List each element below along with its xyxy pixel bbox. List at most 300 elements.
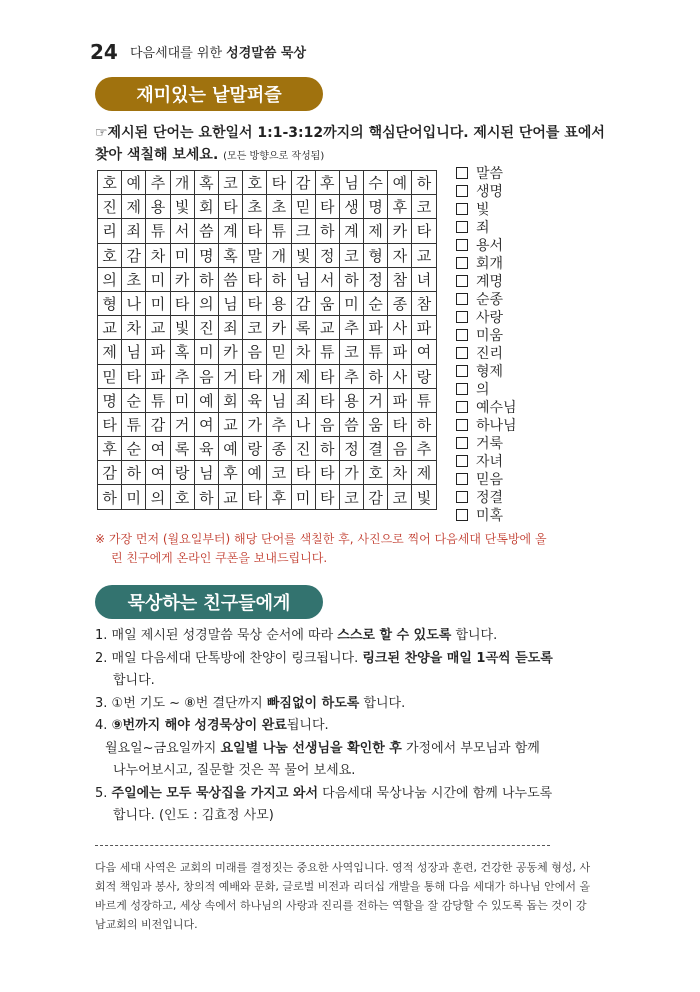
meditation-instructions <box>95 625 615 828</box>
grid-cell[interactable]: 크 <box>291 219 315 243</box>
grid-cell[interactable]: 개 <box>267 243 291 267</box>
section-title-meditation: 묵상하는 친구들에게 <box>95 585 323 619</box>
grid-cell[interactable]: 님 <box>194 461 218 485</box>
grid-cell[interactable]: 거 <box>170 412 194 436</box>
grid-cell[interactable]: 여 <box>194 412 218 436</box>
grid-cell[interactable]: 카 <box>218 340 242 364</box>
grid-cell[interactable]: 서 <box>315 267 339 291</box>
grid-cell[interactable]: 음 <box>388 437 412 461</box>
page-number: 24 <box>90 40 118 64</box>
word-list-item <box>456 254 576 272</box>
grid-row <box>98 412 437 436</box>
word-label: 자녀 <box>476 454 504 470</box>
word-label: 미혹 <box>476 508 504 524</box>
grid-cell[interactable]: 결 <box>364 437 388 461</box>
word-label: 미움 <box>476 328 504 344</box>
word-list-item <box>456 344 576 362</box>
word-label: 의 <box>476 382 490 398</box>
grid-cell[interactable]: 빛 <box>170 316 194 340</box>
grid-cell[interactable]: 님 <box>267 388 291 412</box>
grid-cell[interactable]: 랑 <box>412 364 436 388</box>
grid-cell[interactable]: 진 <box>98 195 122 219</box>
grid-cell[interactable]: 미 <box>291 485 315 509</box>
grid-cell[interactable]: 하 <box>364 364 388 388</box>
word-list-item <box>456 164 576 182</box>
grid-cell[interactable]: 진 <box>291 437 315 461</box>
grid-cell[interactable]: 후 <box>315 171 339 195</box>
grid-cell[interactable]: 교 <box>315 316 339 340</box>
grid-cell[interactable]: 믿 <box>267 340 291 364</box>
checkbox-icon[interactable] <box>456 455 468 467</box>
word-list-item <box>456 272 576 290</box>
grid-cell[interactable]: 타 <box>267 171 291 195</box>
grid-cell[interactable]: 종 <box>267 437 291 461</box>
checkbox-icon[interactable] <box>456 203 468 215</box>
grid-cell[interactable]: 튜 <box>412 388 436 412</box>
grid-cell[interactable]: 차 <box>146 243 170 267</box>
grid-cell[interactable]: 타 <box>243 267 267 291</box>
grid-cell[interactable]: 추 <box>146 171 170 195</box>
grid-cell[interactable]: 튜 <box>315 340 339 364</box>
grid-cell[interactable]: 회 <box>194 195 218 219</box>
checkbox-icon[interactable] <box>456 329 468 341</box>
word-list-item <box>456 488 576 506</box>
grid-cell[interactable]: 후 <box>218 461 242 485</box>
notice-line-1: ※ 가장 먼저 (월요일부터) 해당 단어를 색칠한 후, 사진으로 찍어 다음세대 단톡방에 올 <box>95 532 547 546</box>
grid-cell[interactable]: 호 <box>98 243 122 267</box>
grid-cell[interactable]: 튜 <box>364 340 388 364</box>
grid-cell[interactable]: 추 <box>170 364 194 388</box>
word-label: 거룩 <box>476 436 504 452</box>
instruction-4-detail <box>95 738 615 761</box>
word-label: 빛 <box>476 202 490 218</box>
grid-cell[interactable]: 미 <box>194 340 218 364</box>
grid-cell[interactable]: 타 <box>315 195 339 219</box>
grid-cell[interactable]: 차 <box>122 316 146 340</box>
grid-cell[interactable]: 하 <box>267 267 291 291</box>
grid-cell[interactable]: 제 <box>291 364 315 388</box>
instruction-2 <box>95 648 615 671</box>
grid-cell[interactable]: 참 <box>388 267 412 291</box>
grid-cell[interactable]: 감 <box>291 171 315 195</box>
word-label: 정결 <box>476 490 504 506</box>
grid-cell[interactable]: 리 <box>98 219 122 243</box>
grid-cell[interactable]: 타 <box>412 219 436 243</box>
grid-cell[interactable]: 파 <box>146 340 170 364</box>
grid-cell[interactable]: 빛 <box>291 243 315 267</box>
grid-cell[interactable]: 의 <box>98 267 122 291</box>
grid-cell[interactable]: 코 <box>339 243 363 267</box>
grid-cell[interactable]: 순 <box>364 291 388 315</box>
grid-cell[interactable]: 카 <box>388 219 412 243</box>
checkbox-icon[interactable] <box>456 293 468 305</box>
grid-cell[interactable]: 예 <box>218 437 242 461</box>
grid-cell[interactable]: 음 <box>315 412 339 436</box>
word-list-item <box>456 434 576 452</box>
instruction-4-detail-a: 월요일~금요일까지 <box>105 740 221 756</box>
word-label: 생명 <box>476 184 504 200</box>
grid-cell[interactable]: 음 <box>243 340 267 364</box>
checkbox-icon[interactable] <box>456 437 468 449</box>
grid-cell[interactable]: 타 <box>98 412 122 436</box>
word-label: 계명 <box>476 274 504 290</box>
grid-cell[interactable]: 예 <box>388 171 412 195</box>
section-title-puzzle: 재미있는 낱말퍼즐 <box>95 77 323 111</box>
grid-cell[interactable]: 초 <box>267 195 291 219</box>
grid-cell[interactable]: 튜 <box>267 219 291 243</box>
grid-cell[interactable]: 제 <box>98 340 122 364</box>
grid-cell[interactable]: 후 <box>388 195 412 219</box>
grid-cell[interactable]: 감 <box>364 485 388 509</box>
checkbox-icon[interactable] <box>456 275 468 287</box>
grid-cell[interactable]: 빛 <box>170 195 194 219</box>
grid-cell[interactable]: 나 <box>122 291 146 315</box>
grid-cell[interactable]: 파 <box>388 388 412 412</box>
checkbox-icon[interactable] <box>456 509 468 521</box>
grid-row <box>98 171 437 195</box>
grid-row <box>98 340 437 364</box>
grid-cell[interactable]: 용 <box>267 291 291 315</box>
grid-cell[interactable]: 죄 <box>122 219 146 243</box>
instruction-4-detail-cont: 나누어보시고, 질문할 것은 꼭 물어 보세요. <box>113 763 356 778</box>
grid-cell[interactable]: 타 <box>243 291 267 315</box>
instruction-4-detail-bold: 요일별 나눔 선생님을 확인한 후 <box>220 740 402 756</box>
grid-cell[interactable]: 용 <box>339 388 363 412</box>
grid-cell[interactable]: 타 <box>291 461 315 485</box>
grid-cell[interactable]: 초 <box>122 267 146 291</box>
grid-cell[interactable]: 호 <box>98 171 122 195</box>
grid-cell[interactable]: 튜 <box>146 219 170 243</box>
instruction-1-end: 합니다. <box>451 628 498 643</box>
grid-cell[interactable]: 미 <box>170 243 194 267</box>
grid-cell[interactable]: 파 <box>388 340 412 364</box>
word-label: 믿음 <box>476 472 504 488</box>
grid-cell[interactable]: 나 <box>291 412 315 436</box>
grid-cell[interactable]: 교 <box>146 316 170 340</box>
grid-cell[interactable]: 록 <box>170 437 194 461</box>
grid-cell[interactable]: 회 <box>218 388 242 412</box>
grid-cell[interactable]: 튜 <box>146 388 170 412</box>
grid-cell[interactable]: 타 <box>243 364 267 388</box>
grid-cell[interactable]: 타 <box>122 364 146 388</box>
instruction-1-text: 1. 매일 제시된 성경말씀 묵상 순서에 따라 <box>95 628 338 643</box>
grid-cell[interactable]: 카 <box>267 316 291 340</box>
grid-cell[interactable]: 거 <box>364 388 388 412</box>
grid-cell[interactable]: 미 <box>170 388 194 412</box>
grid-cell[interactable]: 추 <box>412 437 436 461</box>
grid-cell[interactable]: 님 <box>291 267 315 291</box>
word-label: 사랑 <box>476 310 504 326</box>
grid-cell[interactable]: 코 <box>388 485 412 509</box>
grid-cell[interactable]: 하 <box>315 219 339 243</box>
grid-cell[interactable]: 말 <box>243 243 267 267</box>
grid-cell[interactable]: 혹 <box>194 171 218 195</box>
grid-cell[interactable]: 명 <box>98 388 122 412</box>
grid-row <box>98 195 437 219</box>
grid-cell[interactable]: 형 <box>364 243 388 267</box>
grid-cell[interactable]: 씀 <box>339 412 363 436</box>
grid-cell[interactable]: 타 <box>243 219 267 243</box>
grid-cell[interactable]: 하 <box>98 485 122 509</box>
grid-cell[interactable]: 타 <box>315 388 339 412</box>
checkbox-icon[interactable] <box>456 473 468 485</box>
grid-cell[interactable]: 타 <box>315 461 339 485</box>
grid-cell[interactable]: 교 <box>412 243 436 267</box>
grid-cell[interactable]: 미 <box>339 291 363 315</box>
grid-cell[interactable]: 추 <box>339 316 363 340</box>
instruction-3 <box>95 693 615 716</box>
grid-cell[interactable]: 교 <box>218 412 242 436</box>
grid-cell[interactable]: 여 <box>412 340 436 364</box>
instruction-2-cont: 합니다. <box>113 673 155 688</box>
instruction-4-detail-b: 가정에서 부모님과 함께 <box>401 740 540 756</box>
grid-cell[interactable]: 랑 <box>243 437 267 461</box>
grid-cell[interactable]: 믿 <box>291 195 315 219</box>
grid-row <box>98 461 437 485</box>
grid-cell[interactable]: 호 <box>364 461 388 485</box>
grid-cell[interactable]: 계 <box>339 219 363 243</box>
grid-cell[interactable]: 음 <box>194 364 218 388</box>
grid-cell[interactable]: 죄 <box>291 388 315 412</box>
word-list-item <box>456 182 576 200</box>
grid-cell[interactable]: 의 <box>146 485 170 509</box>
grid-cell[interactable]: 코 <box>339 485 363 509</box>
instruction-5 <box>95 783 615 806</box>
grid-cell[interactable]: 움 <box>315 291 339 315</box>
grid-cell[interactable]: 튜 <box>122 412 146 436</box>
grid-cell[interactable]: 차 <box>388 461 412 485</box>
grid-cell[interactable]: 명 <box>364 195 388 219</box>
grid-cell[interactable]: 혹 <box>170 340 194 364</box>
word-list-item <box>456 416 576 434</box>
grid-cell[interactable]: 움 <box>364 412 388 436</box>
grid-cell[interactable]: 육 <box>194 437 218 461</box>
grid-cell[interactable]: 타 <box>315 485 339 509</box>
grid-cell[interactable]: 감 <box>146 412 170 436</box>
grid-cell[interactable]: 하 <box>412 412 436 436</box>
grid-cell[interactable]: 개 <box>267 364 291 388</box>
grid-cell[interactable]: 정 <box>339 437 363 461</box>
grid-cell[interactable]: 예 <box>194 388 218 412</box>
grid-row <box>98 291 437 315</box>
grid-cell[interactable]: 명 <box>194 243 218 267</box>
word-label: 진리 <box>476 346 504 362</box>
grid-cell[interactable]: 미 <box>122 485 146 509</box>
puzzle-intro-text: ☞제시된 단어는 요한일서 1:1-3:12까지의 핵심단어입니다. 제시된 단어를 표에서 찾아 색칠해 보세요. <box>95 125 605 163</box>
word-list-item <box>456 326 576 344</box>
page-header <box>90 40 306 64</box>
grid-cell[interactable]: 미 <box>146 291 170 315</box>
word-label: 회개 <box>476 256 504 272</box>
instruction-1 <box>95 625 615 648</box>
grid-row <box>98 267 437 291</box>
grid-cell[interactable]: 죄 <box>218 316 242 340</box>
grid-cell[interactable]: 수 <box>364 171 388 195</box>
grid-cell[interactable]: 추 <box>339 364 363 388</box>
grid-cell[interactable]: 하 <box>194 267 218 291</box>
grid-cell[interactable]: 코 <box>339 340 363 364</box>
word-label: 형제 <box>476 364 504 380</box>
word-label: 죄 <box>476 220 490 236</box>
grid-cell[interactable]: 가 <box>339 461 363 485</box>
instruction-4-bold: ⑨번까지 해야 성경묵상이 완료 <box>111 718 287 733</box>
grid-cell[interactable]: 제 <box>122 195 146 219</box>
instruction-3-text: 3. ①번 기도 ~ ⑧번 결단까지 <box>95 695 267 711</box>
instruction-5-bold: 주일에는 모두 묵상집을 가지고 와서 <box>111 785 319 801</box>
grid-cell[interactable]: 하 <box>412 171 436 195</box>
grid-cell[interactable]: 후 <box>267 485 291 509</box>
grid-cell[interactable]: 종 <box>388 291 412 315</box>
header-prefix: 다음세대를 위한 <box>129 46 223 61</box>
checkbox-icon[interactable] <box>456 401 468 413</box>
grid-row <box>98 485 437 509</box>
grid-cell[interactable]: 씀 <box>218 267 242 291</box>
grid-cell[interactable]: 하 <box>122 461 146 485</box>
grid-cell[interactable]: 후 <box>98 437 122 461</box>
grid-cell[interactable]: 차 <box>291 340 315 364</box>
checkbox-icon[interactable] <box>456 257 468 269</box>
grid-cell[interactable]: 타 <box>170 291 194 315</box>
word-list-item <box>456 308 576 326</box>
grid-cell[interactable]: 여 <box>146 437 170 461</box>
checkbox-icon[interactable] <box>456 185 468 197</box>
notice-line-2: 린 친구에게 온라인 쿠폰을 보내드립니다. <box>111 551 328 565</box>
grid-cell[interactable]: 서 <box>170 219 194 243</box>
checkbox-icon[interactable] <box>456 239 468 251</box>
word-label: 하나님 <box>476 418 517 434</box>
grid-cell[interactable]: 용 <box>146 195 170 219</box>
grid-cell[interactable]: 믿 <box>98 364 122 388</box>
grid-cell[interactable]: 육 <box>243 388 267 412</box>
grid-cell[interactable]: 코 <box>243 316 267 340</box>
grid-cell[interactable]: 파 <box>364 316 388 340</box>
grid-row <box>98 437 437 461</box>
checkbox-icon[interactable] <box>456 383 468 395</box>
word-list-item <box>456 452 576 470</box>
grid-cell[interactable]: 교 <box>218 485 242 509</box>
grid-cell[interactable]: 님 <box>218 291 242 315</box>
instruction-3-end: 합니다. <box>359 695 406 711</box>
grid-cell[interactable]: 가 <box>243 412 267 436</box>
grid-cell[interactable]: 형 <box>98 291 122 315</box>
grid-cell[interactable]: 순 <box>122 388 146 412</box>
grid-cell[interactable]: 미 <box>146 267 170 291</box>
grid-cell[interactable]: 의 <box>194 291 218 315</box>
grid-row <box>98 388 437 412</box>
word-list-item <box>456 470 576 488</box>
checkbox-icon[interactable] <box>456 365 468 377</box>
instruction-4-end: 됩니다. <box>286 718 329 733</box>
grid-cell[interactable]: 예 <box>122 171 146 195</box>
checkbox-icon[interactable] <box>456 221 468 233</box>
grid-cell[interactable]: 님 <box>339 171 363 195</box>
grid-cell[interactable]: 감 <box>98 461 122 485</box>
word-label: 용서 <box>476 238 504 254</box>
grid-cell[interactable]: 예 <box>243 461 267 485</box>
grid-row <box>98 316 437 340</box>
grid-cell[interactable]: 하 <box>315 437 339 461</box>
grid-cell[interactable]: 교 <box>98 316 122 340</box>
grid-cell[interactable]: 계 <box>218 219 242 243</box>
grid-cell[interactable]: 타 <box>218 195 242 219</box>
grid-cell[interactable]: 감 <box>122 243 146 267</box>
grid-cell[interactable]: 감 <box>291 291 315 315</box>
grid-cell[interactable]: 여 <box>146 461 170 485</box>
grid-cell[interactable]: 록 <box>291 316 315 340</box>
grid-cell[interactable]: 녀 <box>412 267 436 291</box>
grid-cell[interactable]: 랑 <box>170 461 194 485</box>
grid-cell[interactable]: 자 <box>388 243 412 267</box>
word-list-item <box>456 200 576 218</box>
grid-cell[interactable]: 초 <box>243 195 267 219</box>
grid-cell[interactable]: 순 <box>122 437 146 461</box>
grid-cell[interactable]: 타 <box>243 485 267 509</box>
header-title: 성경말씀 묵상 <box>226 46 307 61</box>
word-label: 예수님 <box>476 400 517 416</box>
checkbox-icon[interactable] <box>456 347 468 359</box>
grid-cell[interactable]: 카 <box>170 267 194 291</box>
grid-cell[interactable]: 빛 <box>412 485 436 509</box>
checkbox-icon[interactable] <box>456 491 468 503</box>
word-list-item <box>456 506 576 524</box>
word-list-item <box>456 380 576 398</box>
puzzle-intro-note: (모든 방향으로 작성됨) <box>223 151 325 162</box>
checkbox-icon[interactable] <box>456 167 468 179</box>
grid-cell[interactable]: 사 <box>388 364 412 388</box>
grid-cell[interactable]: 타 <box>315 364 339 388</box>
grid-cell[interactable]: 씀 <box>194 219 218 243</box>
grid-cell[interactable]: 참 <box>412 291 436 315</box>
checkbox-icon[interactable] <box>456 311 468 323</box>
word-list-item <box>456 398 576 416</box>
grid-cell[interactable]: 타 <box>388 412 412 436</box>
vision-statement: 다음 세대 사역은 교회의 미래를 결정짓는 중요한 사역입니다. 영적 성장과 훈련, 건강한 공동체 형성, 사회적 책임과 봉사, 창의적 예배와 문화, 글로벌 비전과 리더십 개발을 통해 다음 세대가 하나님 안에서 올바르게 성장하고, 세상 속에서 하나님의 사랑과 진리를 전하는 역할을 잘 감당할 수 있도록 돕는 것이 강남교회의 비전입니다. <box>95 861 591 931</box>
grid-cell[interactable]: 코 <box>412 195 436 219</box>
grid-cell[interactable]: 호 <box>170 485 194 509</box>
grid-cell[interactable]: 개 <box>170 171 194 195</box>
grid-cell[interactable]: 하 <box>339 267 363 291</box>
grid-cell[interactable]: 님 <box>122 340 146 364</box>
grid-cell[interactable]: 거 <box>218 364 242 388</box>
instruction-2-bold: 링크된 찬양을 매일 1곡씩 듣도록 <box>362 650 553 666</box>
grid-cell[interactable]: 코 <box>267 461 291 485</box>
grid-cell[interactable]: 파 <box>412 316 436 340</box>
grid-cell[interactable]: 제 <box>412 461 436 485</box>
word-list-item <box>456 236 576 254</box>
grid-cell[interactable]: 정 <box>315 243 339 267</box>
word-list-item <box>456 290 576 308</box>
grid-cell[interactable]: 생 <box>339 195 363 219</box>
grid-cell[interactable]: 정 <box>364 267 388 291</box>
grid-cell[interactable]: 호 <box>243 171 267 195</box>
instruction-1-bold: 스스로 할 수 있도록 <box>337 628 452 643</box>
grid-cell[interactable]: 진 <box>194 316 218 340</box>
grid-row <box>98 219 437 243</box>
grid-cell[interactable]: 파 <box>146 364 170 388</box>
instruction-4 <box>95 715 615 738</box>
grid-cell[interactable]: 코 <box>218 171 242 195</box>
instruction-4-num: 4. <box>95 718 112 733</box>
grid-cell[interactable]: 혹 <box>218 243 242 267</box>
word-search-grid <box>97 170 437 510</box>
grid-cell[interactable]: 하 <box>194 485 218 509</box>
instruction-5-text: 다음세대 묵상나눔 시간에 함께 나누도록 <box>318 785 553 801</box>
grid-cell[interactable]: 추 <box>267 412 291 436</box>
grid-cell[interactable]: 제 <box>364 219 388 243</box>
checkbox-icon[interactable] <box>456 419 468 431</box>
grid-cell[interactable]: 사 <box>388 316 412 340</box>
divider <box>95 845 550 846</box>
